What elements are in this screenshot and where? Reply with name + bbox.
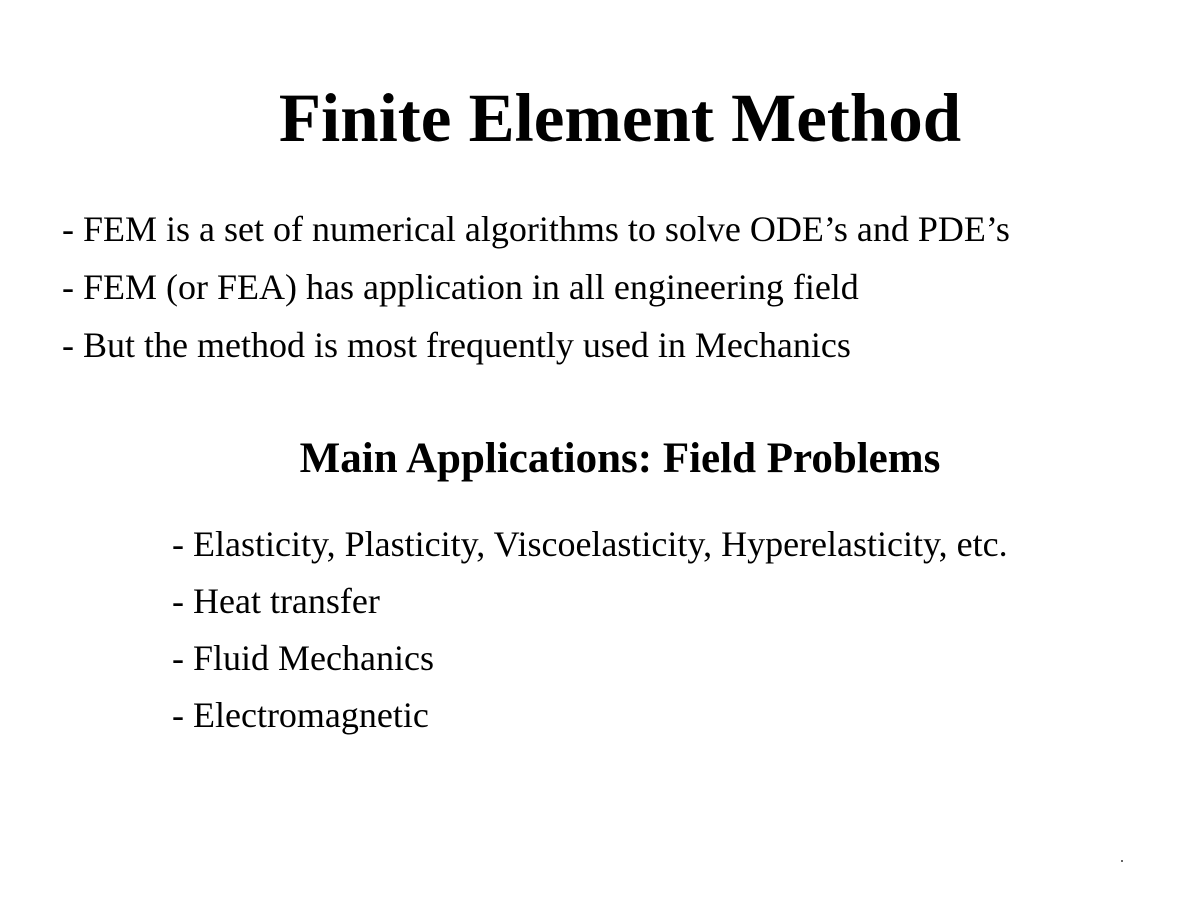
intro-point: - But the method is most frequently used in Mechanics xyxy=(62,325,851,365)
application-item: - Fluid Mechanics xyxy=(172,638,434,678)
application-item: - Heat transfer xyxy=(172,581,380,621)
intro-point: - FEM is a set of numerical algorithms to solve ODE’s and PDE’s xyxy=(62,209,1010,249)
section-subtitle: Main Applications: Field Problems xyxy=(299,435,941,482)
page-marker-dot xyxy=(1121,860,1123,862)
applications-list xyxy=(172,516,1008,744)
application-item: - Elasticity, Plasticity, Viscoelasticity, Hyperelasticity, etc. xyxy=(172,524,1008,564)
intro-list xyxy=(62,200,1010,374)
intro-point: - FEM (or FEA) has application in all engineering field xyxy=(62,267,859,307)
application-item: - Electromagnetic xyxy=(172,695,429,735)
slide-title: Finite Element Method xyxy=(278,80,962,156)
